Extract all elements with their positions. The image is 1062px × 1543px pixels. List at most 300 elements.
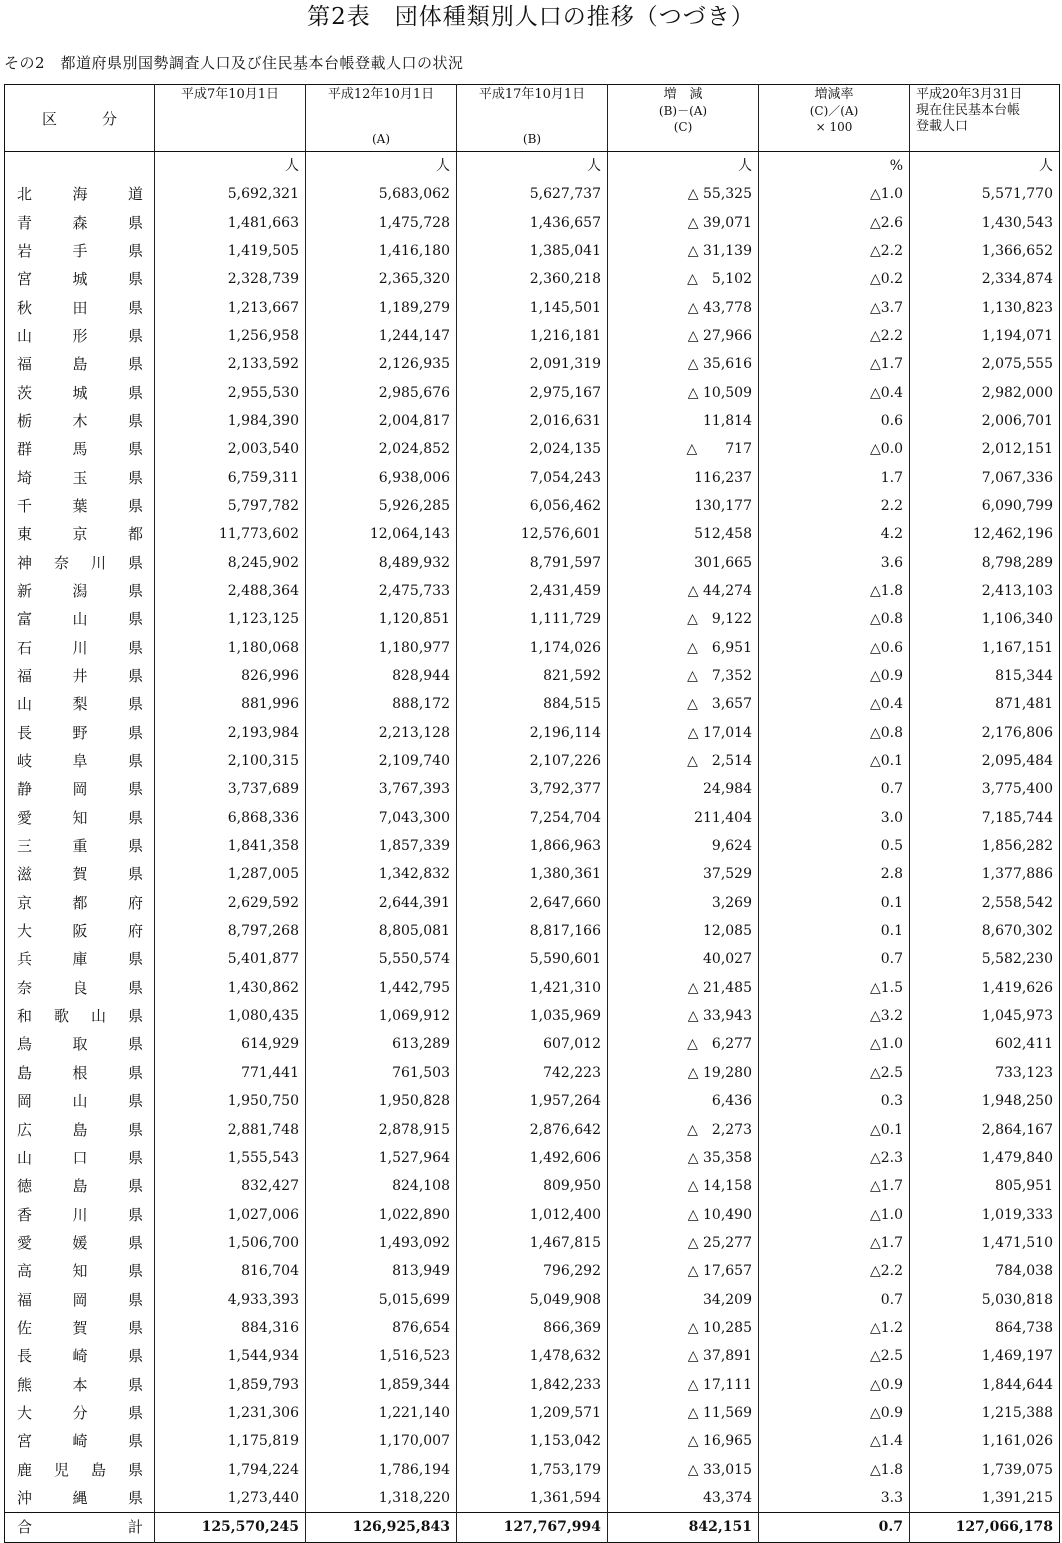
value-cell: 12,085 (608, 917, 759, 945)
region-name: 福 島 県 (17, 355, 143, 374)
header-region: 区 分 (5, 85, 155, 152)
value-cell: 1,194,071 (910, 322, 1060, 350)
value-cell: 1,481,663 (155, 208, 306, 236)
region-cell (5, 974, 155, 1002)
value-cell: 5,571,770 (910, 180, 1060, 208)
value-cell: △ 55,325 (608, 180, 759, 208)
value-cell: △ 2,514 (608, 747, 759, 775)
table-row (5, 1144, 1060, 1172)
value-cell: 126,925,843 (306, 1513, 457, 1542)
value-cell: 884,515 (457, 690, 608, 718)
value-cell: 3.6 (759, 548, 910, 576)
table-row (5, 492, 1060, 520)
value-cell: △0.8 (759, 605, 910, 633)
region-name: 茨 城 県 (17, 383, 143, 402)
value-cell: 2,982,000 (910, 378, 1060, 406)
value-cell: 1,478,632 (457, 1342, 608, 1370)
value-cell: 0.3 (759, 1087, 910, 1115)
value-cell: 733,123 (910, 1059, 1060, 1087)
region-cell (5, 860, 155, 888)
table-row (5, 804, 1060, 832)
value-cell: △ 19,280 (608, 1059, 759, 1087)
value-cell: △0.1 (759, 747, 910, 775)
value-cell: 1,130,823 (910, 293, 1060, 321)
region-cell (5, 775, 155, 803)
region-cell (5, 322, 155, 350)
value-cell: 1,984,390 (155, 407, 306, 435)
unit-row (5, 152, 1060, 181)
value-cell: 1,506,700 (155, 1229, 306, 1257)
region-name: 島 根 県 (17, 1063, 143, 1082)
value-cell: 2,876,642 (457, 1115, 608, 1143)
value-cell: 1,361,594 (457, 1484, 608, 1513)
value-cell: 0.7 (759, 775, 910, 803)
value-cell: 796,292 (457, 1257, 608, 1285)
value-cell: 2,193,984 (155, 719, 306, 747)
value-cell: 2,126,935 (306, 350, 457, 378)
value-cell: 8,798,289 (910, 548, 1060, 576)
region-name: 奈 良 県 (17, 978, 143, 997)
value-cell: 1,471,510 (910, 1229, 1060, 1257)
value-cell: △ 3,657 (608, 690, 759, 718)
value-cell: 2,488,364 (155, 577, 306, 605)
value-cell: 826,996 (155, 662, 306, 690)
value-cell: △0.4 (759, 378, 910, 406)
value-cell: 2,360,218 (457, 265, 608, 293)
value-cell: △ 14,158 (608, 1172, 759, 1200)
value-cell: △ 25,277 (608, 1229, 759, 1257)
value-cell: 2,413,103 (910, 577, 1060, 605)
value-cell: 613,289 (306, 1030, 457, 1058)
value-cell: 5,049,908 (457, 1285, 608, 1313)
value-cell: 1,544,934 (155, 1342, 306, 1370)
region-name: 山 口 県 (17, 1148, 143, 1167)
value-cell: 771,441 (155, 1059, 306, 1087)
value-cell: 1,273,440 (155, 1484, 306, 1513)
value-cell: 614,929 (155, 1030, 306, 1058)
region-cell (5, 804, 155, 832)
value-cell: 5,683,062 (306, 180, 457, 208)
value-cell: 602,411 (910, 1030, 1060, 1058)
value-cell: 127,767,994 (457, 1513, 608, 1542)
value-cell: △ 17,111 (608, 1370, 759, 1398)
value-cell: 2,109,740 (306, 747, 457, 775)
value-cell: 824,108 (306, 1172, 457, 1200)
header-change-code: (C) (673, 120, 693, 134)
value-cell: 1,794,224 (155, 1455, 306, 1483)
table-row (5, 747, 1060, 775)
region-cell (5, 1087, 155, 1115)
value-cell: 7,054,243 (457, 463, 608, 491)
header-rate (759, 85, 910, 152)
value-cell: 6,090,799 (910, 492, 1060, 520)
value-cell: 人 (910, 152, 1060, 181)
value-cell: 0.5 (759, 832, 910, 860)
value-cell: 0.7 (759, 1513, 910, 1542)
region-name: 愛 知 県 (17, 808, 143, 827)
value-cell: 0.6 (759, 407, 910, 435)
value-cell: 1,469,197 (910, 1342, 1060, 1370)
table-row (5, 690, 1060, 718)
region-name: 大 分 県 (17, 1403, 143, 1422)
region-name: 福 岡 県 (17, 1290, 143, 1309)
value-cell: 1,080,435 (155, 1002, 306, 1030)
region-cell (5, 889, 155, 917)
value-cell: 人 (155, 152, 306, 181)
region-name: 山 形 県 (17, 326, 143, 345)
region-name: 長 崎 県 (17, 1347, 143, 1366)
value-cell: 4.2 (759, 520, 910, 548)
value-cell: 1,948,250 (910, 1087, 1060, 1115)
value-cell: 805,951 (910, 1172, 1060, 1200)
value-cell: 11,773,602 (155, 520, 306, 548)
value-cell: △0.9 (759, 1370, 910, 1398)
value-cell: 6,056,462 (457, 492, 608, 520)
value-cell: 3.3 (759, 1484, 910, 1513)
region-name: 和 歌 山 県 (17, 1007, 143, 1026)
value-cell: 2,107,226 (457, 747, 608, 775)
value-cell: 1,957,264 (457, 1087, 608, 1115)
value-cell: 864,738 (910, 1314, 1060, 1342)
region-name: 岐 阜 県 (17, 752, 143, 771)
value-cell: 1,167,151 (910, 634, 1060, 662)
value-cell: 8,791,597 (457, 548, 608, 576)
value-cell: 1,069,912 (306, 1002, 457, 1030)
value-cell: 1,180,068 (155, 634, 306, 662)
region-name: 合 計 (17, 1518, 143, 1537)
value-cell: 2,644,391 (306, 889, 457, 917)
page-subtitle: その2 都道府県別国勢調査人口及び住民基本台帳登載人口の状況 (4, 54, 464, 72)
value-cell: △ 37,891 (608, 1342, 759, 1370)
region-name: 滋 賀 県 (17, 865, 143, 884)
table-row (5, 1427, 1060, 1455)
table-row (5, 889, 1060, 917)
value-cell: 1,189,279 (306, 293, 457, 321)
value-cell: 884,316 (155, 1314, 306, 1342)
value-cell: 1,436,657 (457, 208, 608, 236)
value-cell: 8,670,302 (910, 917, 1060, 945)
region-cell (5, 605, 155, 633)
region-name: 岡 山 県 (17, 1092, 143, 1111)
region-cell (5, 548, 155, 576)
value-cell: 1,027,006 (155, 1200, 306, 1228)
table-row (5, 1059, 1060, 1087)
value-cell: △2.5 (759, 1059, 910, 1087)
value-cell: 5,797,782 (155, 492, 306, 520)
value-cell: 1,841,358 (155, 832, 306, 860)
value-cell: 876,654 (306, 1314, 457, 1342)
value-cell: △1.0 (759, 1200, 910, 1228)
header-row (5, 85, 1060, 152)
value-cell: △ 10,490 (608, 1200, 759, 1228)
value-cell: 1,467,815 (457, 1229, 608, 1257)
value-cell: 1,856,282 (910, 832, 1060, 860)
value-cell: 1,366,652 (910, 237, 1060, 265)
header-h17-label: 平成17年10月1日 (478, 87, 586, 102)
value-cell: △2.2 (759, 322, 910, 350)
value-cell: 8,489,932 (306, 548, 457, 576)
region-name: 徳 島 県 (17, 1177, 143, 1196)
value-cell: 0.1 (759, 889, 910, 917)
region-name: 神 奈 川 県 (17, 553, 143, 572)
header-rate-formula: (C)／(A) (809, 104, 859, 118)
value-cell: 1,950,828 (306, 1087, 457, 1115)
value-cell: 881,996 (155, 690, 306, 718)
region-name: 栃 木 県 (17, 411, 143, 430)
value-cell: △ 35,616 (608, 350, 759, 378)
region-cell (5, 1229, 155, 1257)
region-cell (5, 690, 155, 718)
value-cell: △1.0 (759, 180, 910, 208)
value-cell: △ 5,102 (608, 265, 759, 293)
value-cell: 1,493,092 (306, 1229, 457, 1257)
region-name: 宮 城 県 (17, 270, 143, 289)
value-cell: 2,864,167 (910, 1115, 1060, 1143)
header-registry (910, 85, 1060, 152)
region-cell (5, 1484, 155, 1513)
region-cell (5, 293, 155, 321)
value-cell: 人 (457, 152, 608, 181)
value-cell: 888,172 (306, 690, 457, 718)
table-row (5, 1257, 1060, 1285)
value-cell: % (759, 152, 910, 181)
region-cell (5, 1115, 155, 1143)
region-name: 長 野 県 (17, 723, 143, 742)
table-row (5, 605, 1060, 633)
region-name: 群 馬 県 (17, 440, 143, 459)
value-cell: 1,342,832 (306, 860, 457, 888)
value-cell: 2,075,555 (910, 350, 1060, 378)
region-cell (5, 1370, 155, 1398)
value-cell: 1,859,793 (155, 1370, 306, 1398)
header-change-label: 増 減 (663, 87, 703, 102)
value-cell: △1.4 (759, 1427, 910, 1455)
region-name: 富 山 県 (17, 610, 143, 629)
value-cell: △ 33,015 (608, 1455, 759, 1483)
value-cell: △1.7 (759, 1229, 910, 1257)
value-cell: 301,665 (608, 548, 759, 576)
value-cell: 866,369 (457, 1314, 608, 1342)
value-cell: 1,022,890 (306, 1200, 457, 1228)
value-cell: 2,196,114 (457, 719, 608, 747)
region-cell (5, 1399, 155, 1427)
value-cell: △1.5 (759, 974, 910, 1002)
value-cell: 816,704 (155, 1257, 306, 1285)
value-cell: 5,590,601 (457, 945, 608, 973)
value-cell: 1,012,400 (457, 1200, 608, 1228)
value-cell: △ 17,657 (608, 1257, 759, 1285)
table-row (5, 1455, 1060, 1483)
value-cell: 130,177 (608, 492, 759, 520)
value-cell: △ 10,285 (608, 1314, 759, 1342)
table-row (5, 463, 1060, 491)
region-cell (5, 265, 155, 293)
value-cell: 5,692,321 (155, 180, 306, 208)
region-name: 高 知 県 (17, 1262, 143, 1281)
value-cell: 1,419,505 (155, 237, 306, 265)
table-row (5, 1172, 1060, 1200)
value-cell: △3.7 (759, 293, 910, 321)
region-cell (5, 917, 155, 945)
header-registry-line2: 現在住民基本台帳 (916, 103, 1021, 118)
value-cell: △1.2 (759, 1314, 910, 1342)
table-row (5, 1002, 1060, 1030)
value-cell: △0.1 (759, 1115, 910, 1143)
value-cell: 34,209 (608, 1285, 759, 1313)
value-cell: 1,174,026 (457, 634, 608, 662)
value-cell: 1,859,344 (306, 1370, 457, 1398)
region-name: 愛 媛 県 (17, 1233, 143, 1252)
value-cell: 1,857,339 (306, 832, 457, 860)
region-cell (5, 520, 155, 548)
region-cell (5, 1342, 155, 1370)
value-cell: △ 9,122 (608, 605, 759, 633)
value-cell: 127,066,178 (910, 1513, 1060, 1542)
value-cell: △ 2,273 (608, 1115, 759, 1143)
region-cell (5, 152, 155, 181)
value-cell: 1,145,501 (457, 293, 608, 321)
table-row (5, 208, 1060, 236)
region-cell (5, 1427, 155, 1455)
table-row (5, 322, 1060, 350)
header-registry-line3: 登載人口 (916, 119, 969, 134)
value-cell: 7,185,744 (910, 804, 1060, 832)
table-row (5, 520, 1060, 548)
header-h12-sub: (A) (371, 132, 391, 146)
value-cell: 512,458 (608, 520, 759, 548)
value-cell: 3.0 (759, 804, 910, 832)
region-name: 青 森 県 (17, 213, 143, 232)
table-row (5, 1484, 1060, 1513)
value-cell: △ 717 (608, 435, 759, 463)
value-cell: △2.5 (759, 1342, 910, 1370)
value-cell: 1,442,795 (306, 974, 457, 1002)
value-cell: 5,030,818 (910, 1285, 1060, 1313)
value-cell: 1,753,179 (457, 1455, 608, 1483)
value-cell: 24,984 (608, 775, 759, 803)
region-cell (5, 1314, 155, 1342)
value-cell: 5,015,699 (306, 1285, 457, 1313)
value-cell: 813,949 (306, 1257, 457, 1285)
value-cell: △ 6,277 (608, 1030, 759, 1058)
value-cell: 2,003,540 (155, 435, 306, 463)
value-cell: 1,377,886 (910, 860, 1060, 888)
table-row (5, 917, 1060, 945)
region-name: 宮 崎 県 (17, 1432, 143, 1451)
value-cell: 8,797,268 (155, 917, 306, 945)
value-cell: 43,374 (608, 1484, 759, 1513)
value-cell: 2,213,128 (306, 719, 457, 747)
value-cell: △ 43,778 (608, 293, 759, 321)
value-cell: 1,430,862 (155, 974, 306, 1002)
table-row (5, 577, 1060, 605)
value-cell: 1,180,977 (306, 634, 457, 662)
region-name: 岩 手 県 (17, 241, 143, 260)
value-cell: 6,868,336 (155, 804, 306, 832)
value-cell: 1,221,140 (306, 1399, 457, 1427)
value-cell: 2,975,167 (457, 378, 608, 406)
value-cell: 2,328,739 (155, 265, 306, 293)
value-cell: 871,481 (910, 690, 1060, 718)
value-cell: 5,401,877 (155, 945, 306, 973)
value-cell: △ 39,071 (608, 208, 759, 236)
value-cell: 9,624 (608, 832, 759, 860)
value-cell: 1,170,007 (306, 1427, 457, 1455)
value-cell: △2.2 (759, 237, 910, 265)
value-cell: 2,091,319 (457, 350, 608, 378)
region-cell (5, 634, 155, 662)
table-row (5, 1314, 1060, 1342)
value-cell: 1,161,026 (910, 1427, 1060, 1455)
value-cell: △0.0 (759, 435, 910, 463)
table-row (5, 1342, 1060, 1370)
value-cell: 607,012 (457, 1030, 608, 1058)
region-cell (5, 662, 155, 690)
header-h17 (457, 85, 608, 152)
value-cell: 12,462,196 (910, 520, 1060, 548)
region-name: 三 重 県 (17, 837, 143, 856)
header-registry-line1: 平成20年3月31日 (916, 87, 1023, 102)
value-cell: △ 16,965 (608, 1427, 759, 1455)
region-cell (5, 407, 155, 435)
region-cell (5, 1257, 155, 1285)
value-cell: 1,256,958 (155, 322, 306, 350)
value-cell: 人 (608, 152, 759, 181)
value-cell: 6,938,006 (306, 463, 457, 491)
value-cell: △1.8 (759, 577, 910, 605)
region-name: 北 海 道 (17, 185, 143, 204)
region-cell (5, 1455, 155, 1483)
value-cell: 821,592 (457, 662, 608, 690)
value-cell: 1,123,125 (155, 605, 306, 633)
page-title: 第2表 団体種類別人口の推移（つづき） (307, 4, 755, 30)
region-cell (5, 435, 155, 463)
header-rate-multiplier: × 100 (815, 120, 853, 134)
value-cell: 2,431,459 (457, 577, 608, 605)
value-cell: 2,629,592 (155, 889, 306, 917)
value-cell: △ 44,274 (608, 577, 759, 605)
region-name: 香 川 県 (17, 1205, 143, 1224)
table-row (5, 378, 1060, 406)
value-cell: △ 35,358 (608, 1144, 759, 1172)
value-cell: △ 27,966 (608, 322, 759, 350)
value-cell: 12,576,601 (457, 520, 608, 548)
value-cell: 2,006,701 (910, 407, 1060, 435)
region-cell (5, 1059, 155, 1087)
value-cell: 2,334,874 (910, 265, 1060, 293)
value-cell: 2,558,542 (910, 889, 1060, 917)
region-name: 京 都 府 (17, 893, 143, 912)
table-row (5, 1087, 1060, 1115)
value-cell: 211,404 (608, 804, 759, 832)
region-cell (5, 492, 155, 520)
region-cell (5, 1513, 155, 1542)
value-cell: 1,419,626 (910, 974, 1060, 1002)
value-cell: 1,209,571 (457, 1399, 608, 1427)
value-cell: 784,038 (910, 1257, 1060, 1285)
table-row (5, 435, 1060, 463)
region-name: 埼 玉 県 (17, 468, 143, 487)
header-change (608, 85, 759, 152)
table-row (5, 832, 1060, 860)
table-row (5, 1030, 1060, 1058)
value-cell: 0.7 (759, 945, 910, 973)
value-cell: 人 (306, 152, 457, 181)
value-cell: 1,555,543 (155, 1144, 306, 1172)
region-name: 新 潟 県 (17, 581, 143, 600)
value-cell: △3.2 (759, 1002, 910, 1030)
region-cell (5, 208, 155, 236)
